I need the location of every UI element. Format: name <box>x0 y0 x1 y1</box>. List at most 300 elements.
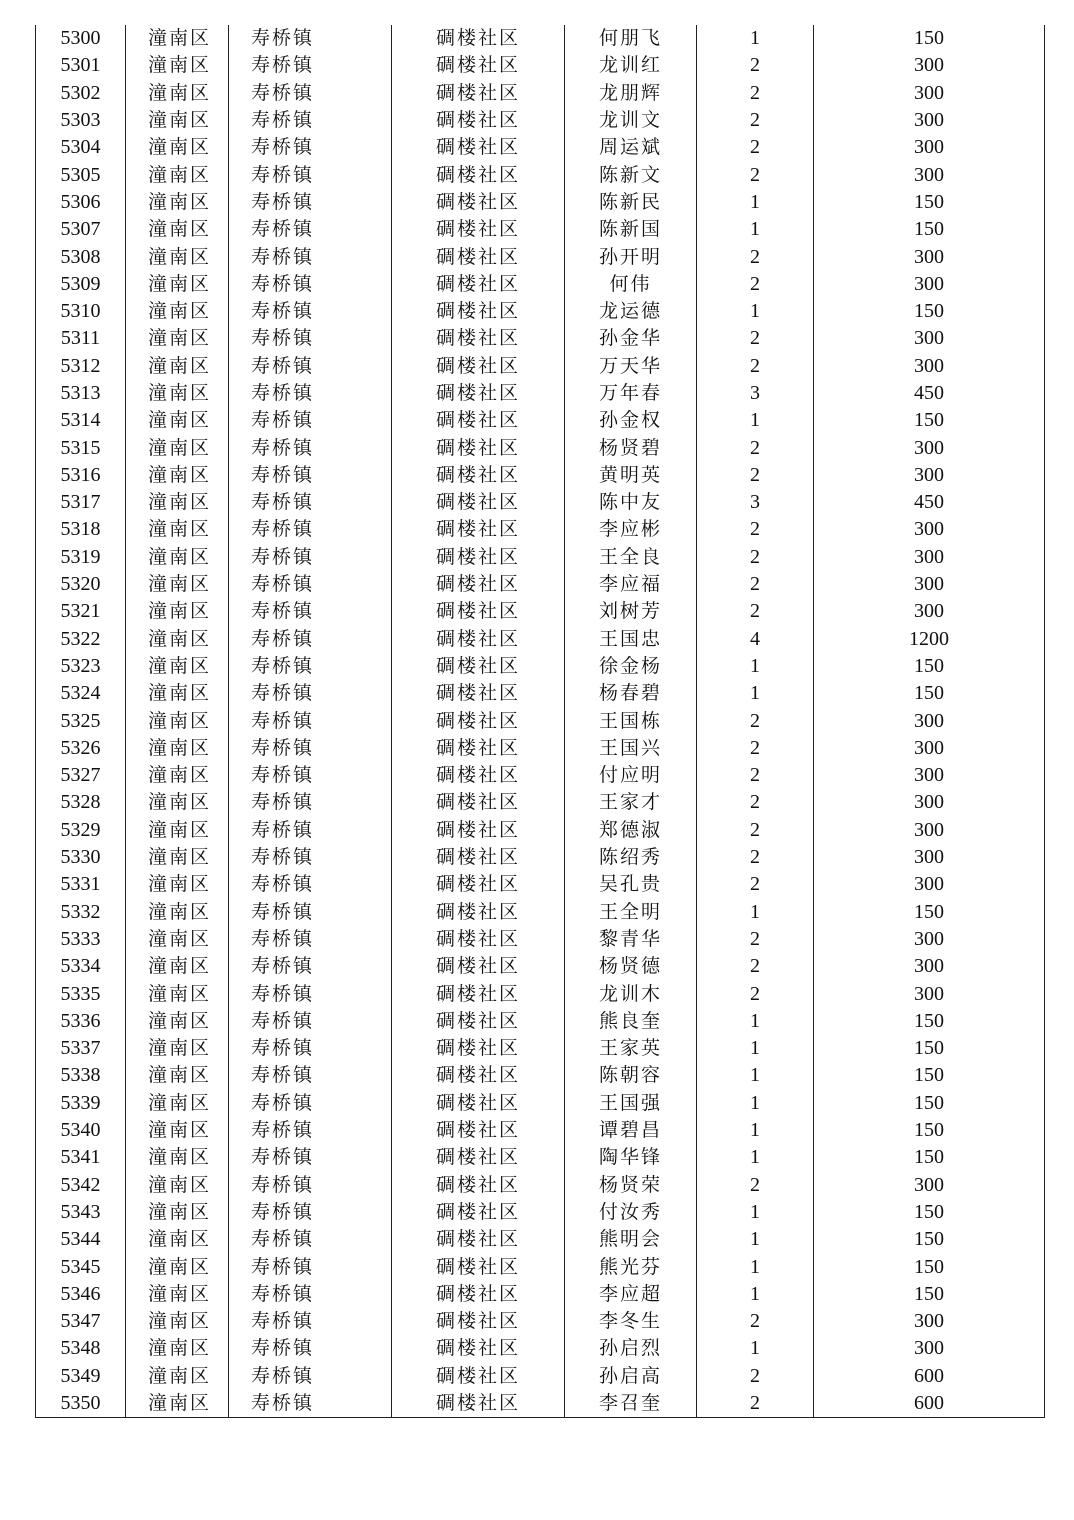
cell-count: 2 <box>697 134 814 161</box>
cell-count: 1 <box>697 1008 814 1035</box>
cell-town: 寿桥镇 <box>229 1035 392 1062</box>
cell-community: 碉楼社区 <box>392 735 565 762</box>
cell-community: 碉楼社区 <box>392 762 565 789</box>
cell-community: 碉楼社区 <box>392 1062 565 1089</box>
cell-amount: 150 <box>814 1035 1045 1062</box>
cell-count: 1 <box>697 1062 814 1089</box>
cell-amount: 150 <box>814 1008 1045 1035</box>
cell-community: 碉楼社区 <box>392 271 565 298</box>
cell-person-name: 熊明会 <box>565 1226 697 1253</box>
cell-amount: 300 <box>814 462 1045 489</box>
cell-count: 2 <box>697 789 814 816</box>
cell-district: 潼南区 <box>126 134 229 161</box>
cell-town: 寿桥镇 <box>229 1199 392 1226</box>
cell-town: 寿桥镇 <box>229 626 392 653</box>
cell-town: 寿桥镇 <box>229 980 392 1007</box>
cell-community: 碉楼社区 <box>392 107 565 134</box>
cell-count: 3 <box>697 489 814 516</box>
cell-person-name: 杨贤碧 <box>565 434 697 461</box>
cell-amount: 300 <box>814 926 1045 953</box>
cell-person-name: 龙运德 <box>565 298 697 325</box>
table-row <box>36 544 1045 571</box>
cell-count: 2 <box>697 980 814 1007</box>
cell-person-name: 李冬生 <box>565 1308 697 1335</box>
cell-count: 2 <box>697 707 814 734</box>
table-row <box>36 871 1045 898</box>
cell-serial-number: 5345 <box>36 1253 126 1280</box>
cell-district: 潼南区 <box>126 1363 229 1390</box>
table-row <box>36 817 1045 844</box>
table-row <box>36 598 1045 625</box>
cell-community: 碉楼社区 <box>392 789 565 816</box>
cell-district: 潼南区 <box>126 25 229 52</box>
table-body <box>36 25 1045 1418</box>
cell-amount: 300 <box>814 844 1045 871</box>
cell-amount: 300 <box>814 161 1045 188</box>
cell-count: 2 <box>697 871 814 898</box>
cell-town: 寿桥镇 <box>229 380 392 407</box>
cell-amount: 600 <box>814 1390 1045 1418</box>
table-row <box>36 134 1045 161</box>
cell-person-name: 吴孔贵 <box>565 871 697 898</box>
cell-district: 潼南区 <box>126 380 229 407</box>
cell-amount: 450 <box>814 489 1045 516</box>
cell-town: 寿桥镇 <box>229 926 392 953</box>
cell-district: 潼南区 <box>126 1308 229 1335</box>
cell-count: 2 <box>697 161 814 188</box>
cell-town: 寿桥镇 <box>229 298 392 325</box>
cell-town: 寿桥镇 <box>229 1171 392 1198</box>
table-row <box>36 1117 1045 1144</box>
cell-person-name: 万年春 <box>565 380 697 407</box>
table-row <box>36 52 1045 79</box>
cell-amount: 150 <box>814 25 1045 52</box>
cell-count: 2 <box>697 953 814 980</box>
cell-person-name: 王国强 <box>565 1090 697 1117</box>
cell-person-name: 黄明英 <box>565 462 697 489</box>
cell-district: 潼南区 <box>126 1117 229 1144</box>
cell-serial-number: 5301 <box>36 52 126 79</box>
cell-count: 2 <box>697 52 814 79</box>
table-row <box>36 271 1045 298</box>
table-row <box>36 653 1045 680</box>
cell-district: 潼南区 <box>126 1062 229 1089</box>
cell-person-name: 王家才 <box>565 789 697 816</box>
cell-person-name: 孙启高 <box>565 1363 697 1390</box>
cell-person-name: 熊良奎 <box>565 1008 697 1035</box>
cell-amount: 150 <box>814 1281 1045 1308</box>
cell-person-name: 陈新文 <box>565 161 697 188</box>
cell-town: 寿桥镇 <box>229 462 392 489</box>
cell-serial-number: 5325 <box>36 707 126 734</box>
table-row <box>36 735 1045 762</box>
cell-person-name: 陈新民 <box>565 189 697 216</box>
table-row <box>36 107 1045 134</box>
cell-person-name: 陶华锋 <box>565 1144 697 1171</box>
cell-count: 1 <box>697 899 814 926</box>
cell-town: 寿桥镇 <box>229 134 392 161</box>
cell-amount: 300 <box>814 107 1045 134</box>
table-row <box>36 189 1045 216</box>
cell-town: 寿桥镇 <box>229 52 392 79</box>
table-row <box>36 980 1045 1007</box>
cell-amount: 300 <box>814 707 1045 734</box>
table-row <box>36 1062 1045 1089</box>
cell-town: 寿桥镇 <box>229 271 392 298</box>
table-row <box>36 926 1045 953</box>
cell-district: 潼南区 <box>126 817 229 844</box>
cell-serial-number: 5337 <box>36 1035 126 1062</box>
cell-serial-number: 5343 <box>36 1199 126 1226</box>
cell-amount: 150 <box>814 216 1045 243</box>
cell-person-name: 王国栋 <box>565 707 697 734</box>
cell-serial-number: 5304 <box>36 134 126 161</box>
cell-district: 潼南区 <box>126 52 229 79</box>
cell-amount: 300 <box>814 353 1045 380</box>
cell-district: 潼南区 <box>126 1008 229 1035</box>
cell-district: 潼南区 <box>126 789 229 816</box>
cell-amount: 1200 <box>814 626 1045 653</box>
cell-community: 碉楼社区 <box>392 353 565 380</box>
cell-town: 寿桥镇 <box>229 161 392 188</box>
cell-community: 碉楼社区 <box>392 1090 565 1117</box>
cell-amount: 300 <box>814 1171 1045 1198</box>
table-row <box>36 516 1045 543</box>
cell-serial-number: 5319 <box>36 544 126 571</box>
cell-district: 潼南区 <box>126 1090 229 1117</box>
cell-serial-number: 5322 <box>36 626 126 653</box>
cell-amount: 150 <box>814 407 1045 434</box>
cell-community: 碉楼社区 <box>392 1171 565 1198</box>
cell-person-name: 王全明 <box>565 899 697 926</box>
table-row <box>36 1171 1045 1198</box>
cell-person-name: 孙金华 <box>565 325 697 352</box>
table-row <box>36 1144 1045 1171</box>
cell-serial-number: 5348 <box>36 1335 126 1362</box>
cell-amount: 150 <box>814 680 1045 707</box>
table-row <box>36 325 1045 352</box>
table-row <box>36 243 1045 270</box>
cell-person-name: 李应福 <box>565 571 697 598</box>
cell-serial-number: 5314 <box>36 407 126 434</box>
cell-serial-number: 5300 <box>36 25 126 52</box>
cell-community: 碉楼社区 <box>392 1390 565 1418</box>
cell-serial-number: 5303 <box>36 107 126 134</box>
cell-district: 潼南区 <box>126 325 229 352</box>
cell-community: 碉楼社区 <box>392 871 565 898</box>
cell-community: 碉楼社区 <box>392 844 565 871</box>
cell-amount: 300 <box>814 243 1045 270</box>
cell-person-name: 何伟 <box>565 271 697 298</box>
cell-district: 潼南区 <box>126 216 229 243</box>
cell-community: 碉楼社区 <box>392 1199 565 1226</box>
cell-count: 2 <box>697 80 814 107</box>
cell-amount: 150 <box>814 653 1045 680</box>
cell-count: 1 <box>697 1281 814 1308</box>
table-row <box>36 353 1045 380</box>
cell-town: 寿桥镇 <box>229 762 392 789</box>
cell-town: 寿桥镇 <box>229 1062 392 1089</box>
table-row <box>36 1363 1045 1390</box>
cell-town: 寿桥镇 <box>229 1117 392 1144</box>
cell-person-name: 王全良 <box>565 544 697 571</box>
cell-community: 碉楼社区 <box>392 462 565 489</box>
table-row <box>36 844 1045 871</box>
cell-person-name: 杨春碧 <box>565 680 697 707</box>
cell-district: 潼南区 <box>126 598 229 625</box>
cell-serial-number: 5311 <box>36 325 126 352</box>
cell-serial-number: 5312 <box>36 353 126 380</box>
cell-person-name: 王国兴 <box>565 735 697 762</box>
cell-count: 2 <box>697 271 814 298</box>
cell-district: 潼南区 <box>126 489 229 516</box>
cell-serial-number: 5329 <box>36 817 126 844</box>
cell-person-name: 龙训红 <box>565 52 697 79</box>
table-row <box>36 1226 1045 1253</box>
cell-district: 潼南区 <box>126 1199 229 1226</box>
cell-count: 2 <box>697 434 814 461</box>
cell-serial-number: 5308 <box>36 243 126 270</box>
cell-count: 1 <box>697 216 814 243</box>
table-row <box>36 1090 1045 1117</box>
cell-count: 1 <box>697 1144 814 1171</box>
cell-count: 1 <box>697 1117 814 1144</box>
cell-person-name: 孙金权 <box>565 407 697 434</box>
cell-amount: 600 <box>814 1363 1045 1390</box>
cell-count: 1 <box>697 298 814 325</box>
cell-community: 碉楼社区 <box>392 134 565 161</box>
data-table <box>35 25 1045 1418</box>
cell-person-name: 龙朋辉 <box>565 80 697 107</box>
cell-serial-number: 5342 <box>36 1171 126 1198</box>
cell-community: 碉楼社区 <box>392 571 565 598</box>
cell-amount: 150 <box>814 899 1045 926</box>
cell-serial-number: 5307 <box>36 216 126 243</box>
cell-district: 潼南区 <box>126 1253 229 1280</box>
cell-serial-number: 5347 <box>36 1308 126 1335</box>
cell-town: 寿桥镇 <box>229 680 392 707</box>
table-row <box>36 1308 1045 1335</box>
cell-district: 潼南区 <box>126 407 229 434</box>
table-row <box>36 762 1045 789</box>
cell-amount: 300 <box>814 598 1045 625</box>
cell-serial-number: 5349 <box>36 1363 126 1390</box>
cell-town: 寿桥镇 <box>229 735 392 762</box>
cell-person-name: 孙启烈 <box>565 1335 697 1362</box>
cell-community: 碉楼社区 <box>392 434 565 461</box>
cell-town: 寿桥镇 <box>229 1390 392 1418</box>
cell-community: 碉楼社区 <box>392 1035 565 1062</box>
cell-town: 寿桥镇 <box>229 243 392 270</box>
cell-district: 潼南区 <box>126 953 229 980</box>
cell-count: 1 <box>697 1199 814 1226</box>
cell-community: 碉楼社区 <box>392 516 565 543</box>
cell-person-name: 王国忠 <box>565 626 697 653</box>
cell-district: 潼南区 <box>126 353 229 380</box>
cell-town: 寿桥镇 <box>229 80 392 107</box>
cell-town: 寿桥镇 <box>229 1308 392 1335</box>
cell-community: 碉楼社区 <box>392 1281 565 1308</box>
cell-serial-number: 5302 <box>36 80 126 107</box>
cell-serial-number: 5326 <box>36 735 126 762</box>
cell-count: 1 <box>697 25 814 52</box>
cell-amount: 300 <box>814 1308 1045 1335</box>
cell-serial-number: 5334 <box>36 953 126 980</box>
cell-town: 寿桥镇 <box>229 1226 392 1253</box>
cell-serial-number: 5330 <box>36 844 126 871</box>
cell-district: 潼南区 <box>126 271 229 298</box>
cell-district: 潼南区 <box>126 899 229 926</box>
table-row <box>36 434 1045 461</box>
table-row <box>36 298 1045 325</box>
cell-serial-number: 5310 <box>36 298 126 325</box>
cell-person-name: 何朋飞 <box>565 25 697 52</box>
cell-person-name: 付汝秀 <box>565 1199 697 1226</box>
cell-serial-number: 5346 <box>36 1281 126 1308</box>
cell-community: 碉楼社区 <box>392 189 565 216</box>
cell-community: 碉楼社区 <box>392 216 565 243</box>
table-row <box>36 680 1045 707</box>
cell-community: 碉楼社区 <box>392 1008 565 1035</box>
cell-community: 碉楼社区 <box>392 243 565 270</box>
cell-serial-number: 5328 <box>36 789 126 816</box>
cell-community: 碉楼社区 <box>392 680 565 707</box>
cell-serial-number: 5321 <box>36 598 126 625</box>
cell-town: 寿桥镇 <box>229 789 392 816</box>
table-row <box>36 899 1045 926</box>
cell-district: 潼南区 <box>126 1281 229 1308</box>
cell-serial-number: 5306 <box>36 189 126 216</box>
cell-district: 潼南区 <box>126 1035 229 1062</box>
cell-person-name: 陈新国 <box>565 216 697 243</box>
cell-amount: 150 <box>814 1117 1045 1144</box>
cell-amount: 150 <box>814 1144 1045 1171</box>
cell-community: 碉楼社区 <box>392 1253 565 1280</box>
cell-district: 潼南区 <box>126 571 229 598</box>
cell-community: 碉楼社区 <box>392 926 565 953</box>
cell-count: 1 <box>697 1253 814 1280</box>
cell-count: 1 <box>697 680 814 707</box>
cell-district: 潼南区 <box>126 980 229 1007</box>
cell-town: 寿桥镇 <box>229 325 392 352</box>
table-row <box>36 626 1045 653</box>
cell-count: 1 <box>697 1226 814 1253</box>
cell-community: 碉楼社区 <box>392 544 565 571</box>
cell-district: 潼南区 <box>126 844 229 871</box>
cell-count: 2 <box>697 926 814 953</box>
table-row <box>36 216 1045 243</box>
cell-amount: 300 <box>814 871 1045 898</box>
cell-person-name: 谭碧昌 <box>565 1117 697 1144</box>
cell-amount: 300 <box>814 1335 1045 1362</box>
cell-person-name: 付应明 <box>565 762 697 789</box>
cell-district: 潼南区 <box>126 243 229 270</box>
cell-person-name: 陈朝容 <box>565 1062 697 1089</box>
cell-person-name: 陈中友 <box>565 489 697 516</box>
cell-count: 1 <box>697 407 814 434</box>
cell-town: 寿桥镇 <box>229 1090 392 1117</box>
cell-district: 潼南区 <box>126 762 229 789</box>
cell-serial-number: 5339 <box>36 1090 126 1117</box>
cell-district: 潼南区 <box>126 1335 229 1362</box>
cell-town: 寿桥镇 <box>229 1144 392 1171</box>
cell-district: 潼南区 <box>126 544 229 571</box>
cell-amount: 150 <box>814 189 1045 216</box>
cell-town: 寿桥镇 <box>229 653 392 680</box>
cell-town: 寿桥镇 <box>229 544 392 571</box>
cell-community: 碉楼社区 <box>392 598 565 625</box>
cell-community: 碉楼社区 <box>392 953 565 980</box>
cell-count: 2 <box>697 353 814 380</box>
cell-amount: 300 <box>814 953 1045 980</box>
cell-town: 寿桥镇 <box>229 1281 392 1308</box>
cell-town: 寿桥镇 <box>229 216 392 243</box>
cell-town: 寿桥镇 <box>229 1363 392 1390</box>
cell-serial-number: 5320 <box>36 571 126 598</box>
cell-person-name: 杨贤荣 <box>565 1171 697 1198</box>
cell-community: 碉楼社区 <box>392 325 565 352</box>
cell-community: 碉楼社区 <box>392 298 565 325</box>
cell-amount: 450 <box>814 380 1045 407</box>
cell-community: 碉楼社区 <box>392 1308 565 1335</box>
cell-person-name: 陈绍秀 <box>565 844 697 871</box>
cell-district: 潼南区 <box>126 626 229 653</box>
cell-serial-number: 5317 <box>36 489 126 516</box>
table-row <box>36 707 1045 734</box>
cell-amount: 150 <box>814 1226 1045 1253</box>
cell-amount: 300 <box>814 571 1045 598</box>
cell-amount: 300 <box>814 544 1045 571</box>
cell-serial-number: 5315 <box>36 434 126 461</box>
cell-person-name: 李应彬 <box>565 516 697 543</box>
cell-count: 2 <box>697 1390 814 1418</box>
cell-serial-number: 5305 <box>36 161 126 188</box>
cell-serial-number: 5350 <box>36 1390 126 1418</box>
table-row <box>36 1281 1045 1308</box>
cell-community: 碉楼社区 <box>392 489 565 516</box>
table-row <box>36 1390 1045 1418</box>
table-row <box>36 161 1045 188</box>
cell-community: 碉楼社区 <box>392 899 565 926</box>
cell-count: 2 <box>697 516 814 543</box>
cell-serial-number: 5335 <box>36 980 126 1007</box>
cell-serial-number: 5332 <box>36 899 126 926</box>
cell-serial-number: 5318 <box>36 516 126 543</box>
cell-community: 碉楼社区 <box>392 1117 565 1144</box>
cell-district: 潼南区 <box>126 735 229 762</box>
cell-serial-number: 5338 <box>36 1062 126 1089</box>
cell-person-name: 万天华 <box>565 353 697 380</box>
cell-person-name: 杨贤德 <box>565 953 697 980</box>
cell-count: 1 <box>697 653 814 680</box>
cell-amount: 300 <box>814 52 1045 79</box>
cell-person-name: 黎青华 <box>565 926 697 953</box>
cell-count: 4 <box>697 626 814 653</box>
table-row <box>36 789 1045 816</box>
cell-count: 2 <box>697 544 814 571</box>
cell-district: 潼南区 <box>126 926 229 953</box>
cell-town: 寿桥镇 <box>229 434 392 461</box>
cell-community: 碉楼社区 <box>392 653 565 680</box>
table-row <box>36 953 1045 980</box>
document-page <box>35 25 1044 1418</box>
cell-community: 碉楼社区 <box>392 980 565 1007</box>
cell-town: 寿桥镇 <box>229 844 392 871</box>
cell-serial-number: 5313 <box>36 380 126 407</box>
cell-count: 2 <box>697 243 814 270</box>
cell-amount: 300 <box>814 80 1045 107</box>
cell-count: 3 <box>697 380 814 407</box>
